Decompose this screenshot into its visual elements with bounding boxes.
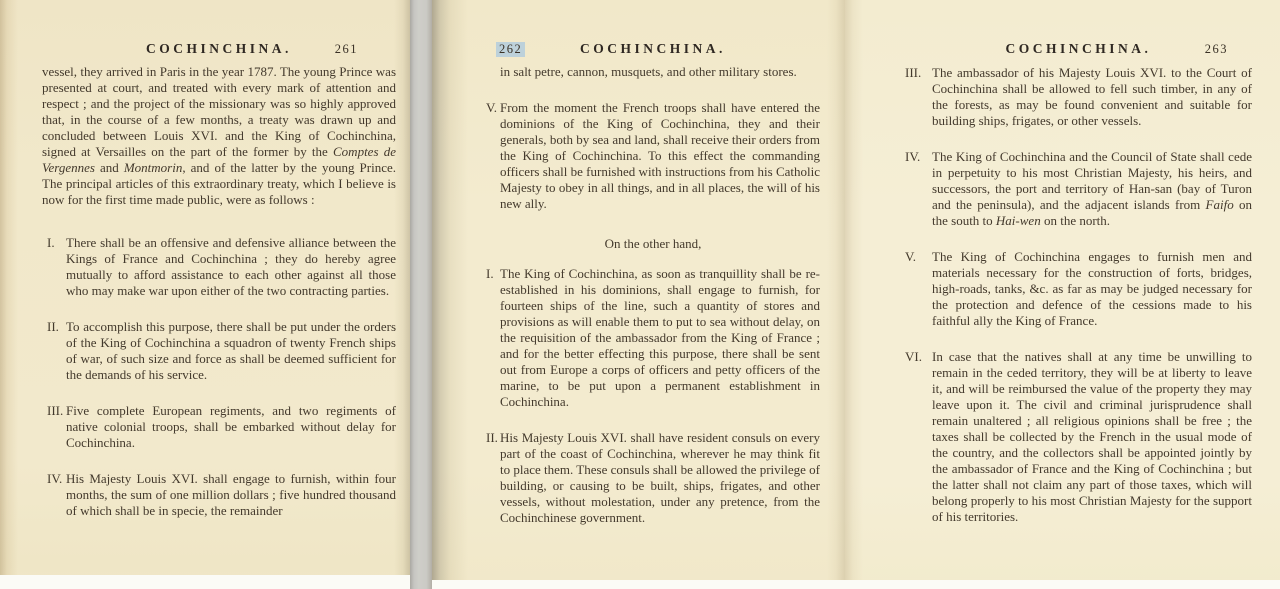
book-page-261 (0, 0, 410, 589)
article (42, 319, 396, 383)
article-text: From the moment the French troops shall have entered the dominions of the King of Cochinchina, they and their generals, both by sea and land, shall receive their orders from the King of Cochinchina. To this effect the commanding officers shall be furnished with instructions from his Catholic Majesty to obey in all things, and in all places, the will of his new ally. (500, 100, 820, 211)
article-number: I. (47, 235, 55, 250)
running-header: COCHINCHINA. (1005, 41, 1152, 56)
article-number: V. (486, 100, 497, 115)
article (486, 100, 820, 212)
page-bottom-edge (0, 575, 410, 589)
article-text: The King of Cochinchina engages to furnish men and materials necessary for the construction of forts, bridges, high-roads, tanks, &c. as far as may be judged necessary for the protection and defence of the cessions made to his faithful ally the King of France. (932, 249, 1252, 328)
intro-paragraph: vessel, they arrived in Paris in the year 1787. The young Prince was presented at court, and treated with every mark of attention and respect ; and the project of the missionary was so highly approved that, in the course of a few months, a treaty was drawn up and concluded between Louis XVI. and the King of Cochinchina, signed at Versailles on the part of the former by the Comptes de Vergennes and Montmorin, and of the latter by the young Prince. The principal articles of this extraordinary treaty, which I believe is now for the first time made public, were as follows : (42, 64, 396, 207)
running-header: COCHINCHINA. (146, 41, 292, 56)
page-bottom-edge (432, 580, 845, 589)
book-page-263 (845, 0, 1280, 589)
article-text: There shall be an offensive and defensive alliance between the Kings of France and Cochinchina ; they do hereby agree mutually to afford assistance to each other against all those who may make war upon either of the two contracting parties. (66, 235, 396, 298)
page-body (42, 64, 396, 519)
article-text: The King of Cochinchina, as soon as tranquillity shall be re-established in his dominions, shall engage to furnish, for fourteen ships of the line, such a quantity of stores and provisions as will enable them to put to sea without delay, on the requisition of the ambassador from the King of France ; and for the better effecting this purpose, there shall be sent out from Europe a corps of officers and petty officers of the marine, to be put upon a permanent establishment in Cochinchina. (500, 266, 820, 409)
page-bottom-edge (845, 580, 1280, 589)
article-text: The ambassador of his Majesty Louis XVI. to the Court of Cochinchina shall be allowed to fell such timber, in any of the forests, as may be found convenient and suitable for building ships, frigates, or other vessels. (932, 65, 1252, 128)
article (42, 235, 396, 299)
page-body (905, 65, 1252, 525)
article-text: The King of Cochinchina and the Council of State shall cede in perpetuity to his most Christian Majesty, his heirs, and successors, the port and territory of Han-san (bay of Turon and the peninsula), and the adjacent islands from Faifo on the south to Hai-wen on the north. (932, 149, 1252, 228)
article-number: II. (486, 430, 498, 445)
continuation-paragraph: in salt petre, cannon, musquets, and other military stores. (500, 64, 797, 79)
page-number: 261 (334, 42, 358, 56)
article (42, 403, 396, 451)
article (905, 349, 1252, 525)
article (905, 149, 1252, 229)
article-number: II. (47, 319, 59, 334)
article-number: IV. (47, 471, 63, 486)
article-number: VI. (905, 349, 922, 364)
page-separator (410, 0, 432, 589)
article-text: Five complete European regiments, and two regiments of native colonial troops, shall be embarked without delay for Cochinchina. (66, 403, 396, 450)
article-number: III. (905, 65, 922, 80)
article-number: V. (905, 249, 916, 264)
article (42, 471, 396, 519)
book-page-262 (432, 0, 845, 589)
article-text: To accomplish this purpose, there shall be put under the orders of the King of Cochinchina a squadron of twenty French ships of war, of such size and force as shall be deemed sufficient for the demands of his service. (66, 319, 396, 382)
article-text: In case that the natives shall at any time be unwilling to remain in the ceded territory, they will be at liberty to leave it, and will be reimbursed the value of the property they may leave upon it. The civil and criminal jurisprudence shall remain unaltered ; all religious opinions shall be free ; the taxes shall be collected by the French in the usual mode of the country, and the collectors shall be appointed jointly by the ambassador of France and the King of Cochinchina ; but the latter shall not claim any part of those taxes, which will belong properly to his most Christian Majesty for the support of his territories. (932, 349, 1252, 524)
page-number-search-highlight: 262 (496, 42, 525, 57)
page-body (486, 64, 820, 526)
article (486, 430, 820, 526)
page-header-row (486, 41, 820, 57)
article (486, 266, 820, 410)
article-number: III. (47, 403, 64, 418)
article-number: I. (486, 266, 494, 281)
article (905, 249, 1252, 329)
article (905, 65, 1252, 129)
section-subheading: On the other hand, (604, 236, 702, 251)
page-header-row (905, 41, 1252, 57)
page-header-row (42, 41, 396, 57)
running-header: COCHINCHINA. (580, 41, 726, 56)
article-text: His Majesty Louis XVI. shall engage to furnish, within four months, the sum of one million dollars ; five hundred thousand of which shall be in specie, the remainder (66, 471, 396, 518)
article-text: His Majesty Louis XVI. shall have resident consuls on every part of the coast of Cochinchina, wherever he may think fit to place them. These consuls shall be allowed the privilege of building, or causing to be built, ships, frigates, and other vessels, without molestation, under any pretence, from the Cochinchinese government. (500, 430, 820, 525)
article-number: IV. (905, 149, 921, 164)
page-number: 263 (1204, 42, 1228, 56)
